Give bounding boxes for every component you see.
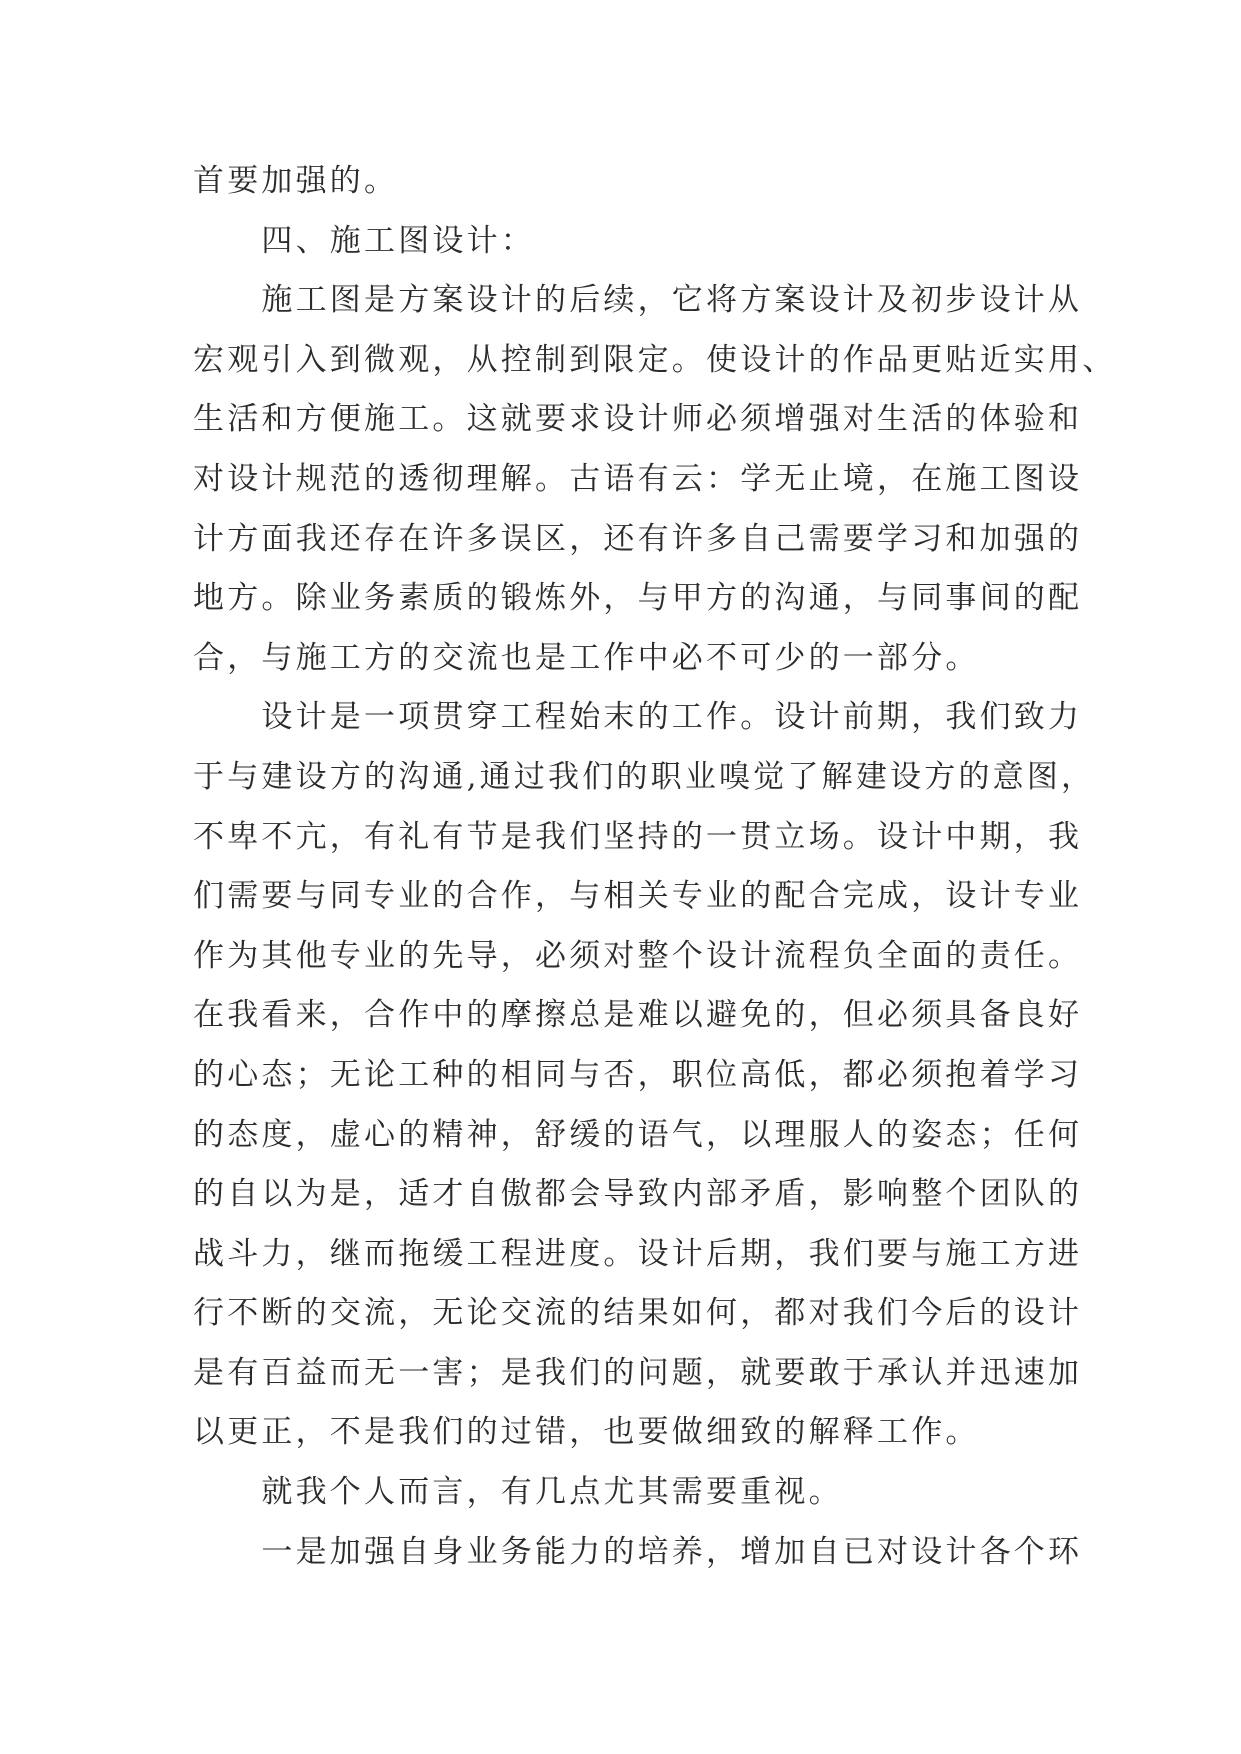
text-line: 施工图是方案设计的后续，它将方案设计及初步设计从 — [193, 282, 1083, 319]
text-line: 一是加强自身业务能力的培养，增加自已对设计各个环 — [193, 1533, 1083, 1570]
body-text — [193, 152, 1117, 1582]
text-line: 于与建设方的沟通,通过我们的职业嗅觉了解建设方的意图， — [193, 758, 1096, 795]
text-line: 在我看来，合作中的摩擦总是难以避免的，但必须具备良好 — [193, 997, 1083, 1034]
text-line: 就我个人而言，有几点尤其需要重视。 — [193, 1474, 843, 1511]
text-line: 们需要与同专业的合作，与相关专业的配合完成，设计专业 — [193, 878, 1083, 915]
text-line: 首要加强的。 — [193, 163, 399, 199]
text-line: 的自以为是，适才自傲都会导致内部矛盾，影响整个团队的 — [193, 1176, 1083, 1213]
text-line: 的心态；无论工种的相同与否，职位高低，都必须抱着学习 — [193, 1056, 1083, 1093]
text-line: 以更正，不是我们的过错，也要做细致的解释工作。 — [193, 1414, 980, 1451]
text-line: 不卑不亢，有礼有节是我们坚持的一贯立场。设计中期，我 — [193, 818, 1083, 855]
text-line: 是有百益而无一害；是我们的问题，就要敢于承认并迅速加 — [193, 1354, 1083, 1391]
text-line: 计方面我还存在许多误区，还有许多自己需要学习和加强的 — [193, 520, 1083, 557]
text-line: 设计是一项贯穿工程始末的工作。设计前期，我们致力 — [193, 699, 1083, 736]
text-line: 对设计规范的透彻理解。古语有云：学无止境，在施工图设 — [193, 460, 1083, 497]
text-line: 的态度，虚心的精神，舒缓的语气，以理服人的姿态；任何 — [193, 1116, 1083, 1153]
text-line: 生活和方便施工。这就要求设计师必须增强对生活的体验和 — [193, 401, 1083, 438]
text-line: 行不断的交流，无论交流的结果如何，都对我们今后的设计 — [193, 1295, 1083, 1332]
text-line: 四、施工图设计： — [193, 222, 535, 259]
text-line: 战斗力，继而拖缓工程进度。设计后期，我们要与施工方进 — [193, 1235, 1083, 1272]
text-line: 合，与施工方的交流也是工作中必不可少的一部分。 — [193, 639, 980, 676]
text-line: 作为其他专业的先导，必须对整个设计流程负全面的责任。 — [193, 937, 1083, 974]
text-line: 地方。除业务素质的锻炼外，与甲方的沟通，与同事间的配 — [193, 580, 1083, 617]
text-line: 宏观引入到微观，从控制到限定。使设计的作品更贴近实用、 — [193, 341, 1117, 378]
